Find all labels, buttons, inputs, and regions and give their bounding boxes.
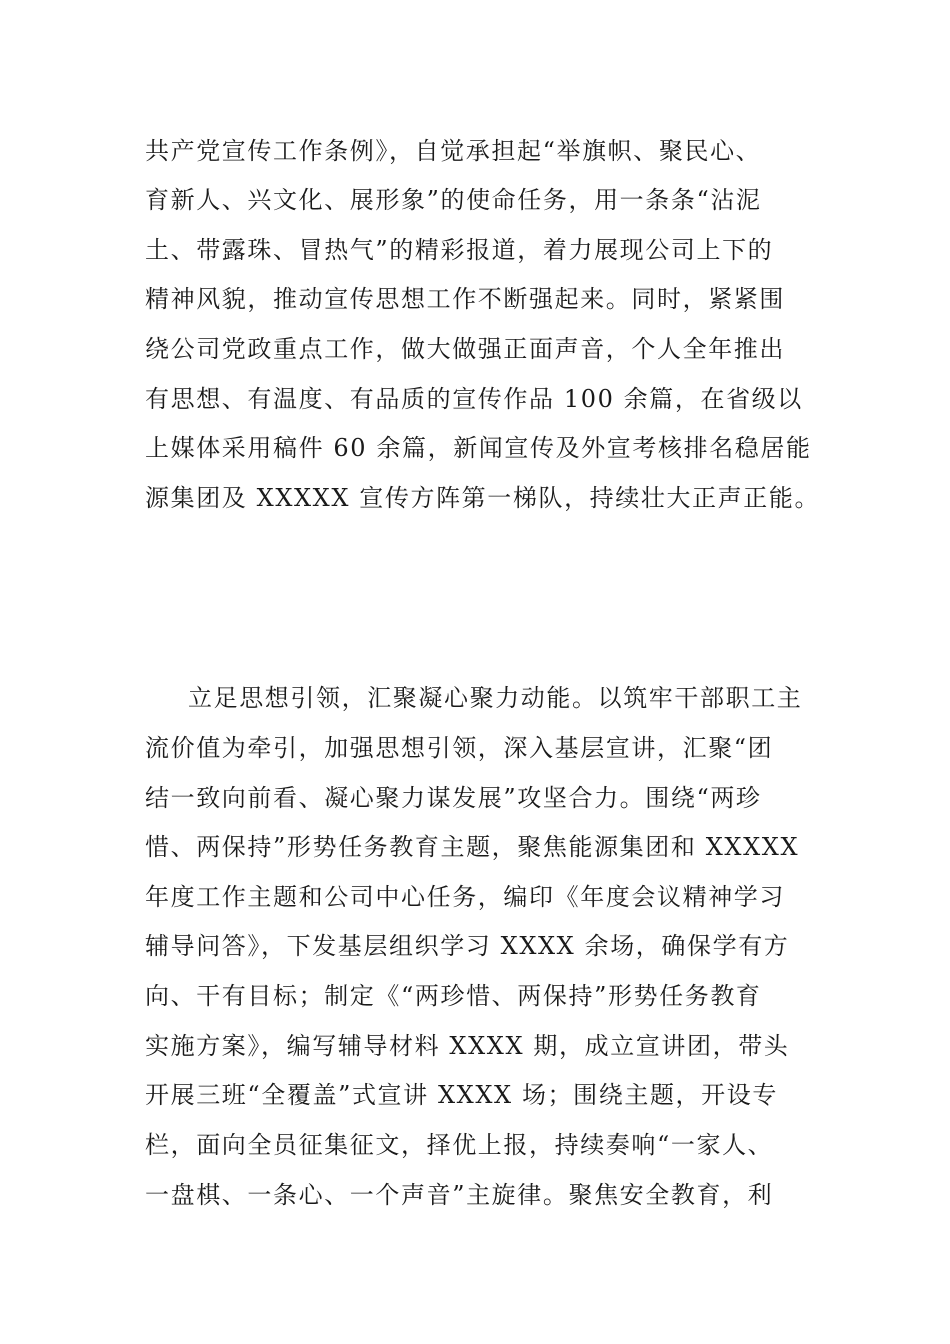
paragraph-2-line: 开展三班“全覆盖”式宣讲 XXXX 场；围绕主题，开设专 [145, 1081, 778, 1109]
paragraph-1-line: 精神风貌，推动宣传思想工作不断强起来。同时，紧紧围 [145, 285, 785, 313]
paragraph-1-line: 土、带露珠、冒热气”的精彩报道，着力展现公司上下的 [145, 236, 774, 264]
paragraph-1-line: 共产党宣传工作条例》，自觉承担起“举旗帜、聚民心、 [145, 137, 762, 165]
paragraph-1-line: 上媒体采用稿件 60 余篇，新闻宣传及外宣考核排名稳居能 [145, 434, 812, 462]
paragraph-2-line: 年度工作主题和公司中心任务，编印《年度会议精神学习 [145, 883, 785, 911]
paragraph-2-line: 实施方案》，编写辅导材料 XXXX 期，成立宣讲团，带头 [145, 1032, 790, 1060]
paragraph-1-line: 源集团及 XXXXX 宣传方阵第一梯队，持续壮大正声正能。 [145, 484, 821, 512]
paragraph-2-line: 向、干有目标；制定《“两珍惜、两保持”形势任务教育 [145, 982, 762, 1010]
paragraph-2-line: 辅导问答》，下发基层组织学习 XXXX 余场，确保学有方 [145, 932, 790, 960]
paragraph-1-line: 绕公司党政重点工作，做大做强正面声音，个人全年推出 [145, 335, 785, 363]
paragraph-2-line: 惜、两保持”形势任务教育主题，聚焦能源集团和 XXXXX [145, 833, 800, 861]
paragraph-2-line: 流价值为牵引，加强思想引领，深入基层宣讲，汇聚“团 [145, 734, 774, 762]
paragraph-1-line: 育新人、兴文化、展形象”的使命任务，用一条条“沾泥 [145, 186, 762, 214]
paragraph-2-line: 立足思想引领，汇聚凝心聚力动能。以筑牢干部职工主 [188, 684, 803, 712]
paragraph-2-line: 结一致向前看、凝心聚力谋发展”攻坚合力。围绕“两珍 [145, 784, 762, 812]
paragraph-2-line: 栏，面向全员征集征文，择优上报，持续奏响“一家人、 [145, 1131, 774, 1159]
paragraph-1-line: 有思想、有温度、有品质的宣传作品 100 余篇，在省级以 [145, 385, 803, 413]
paragraph-2-line: 一盘棋、一条心、一个声音”主旋律。聚焦安全教育，利 [145, 1181, 774, 1209]
